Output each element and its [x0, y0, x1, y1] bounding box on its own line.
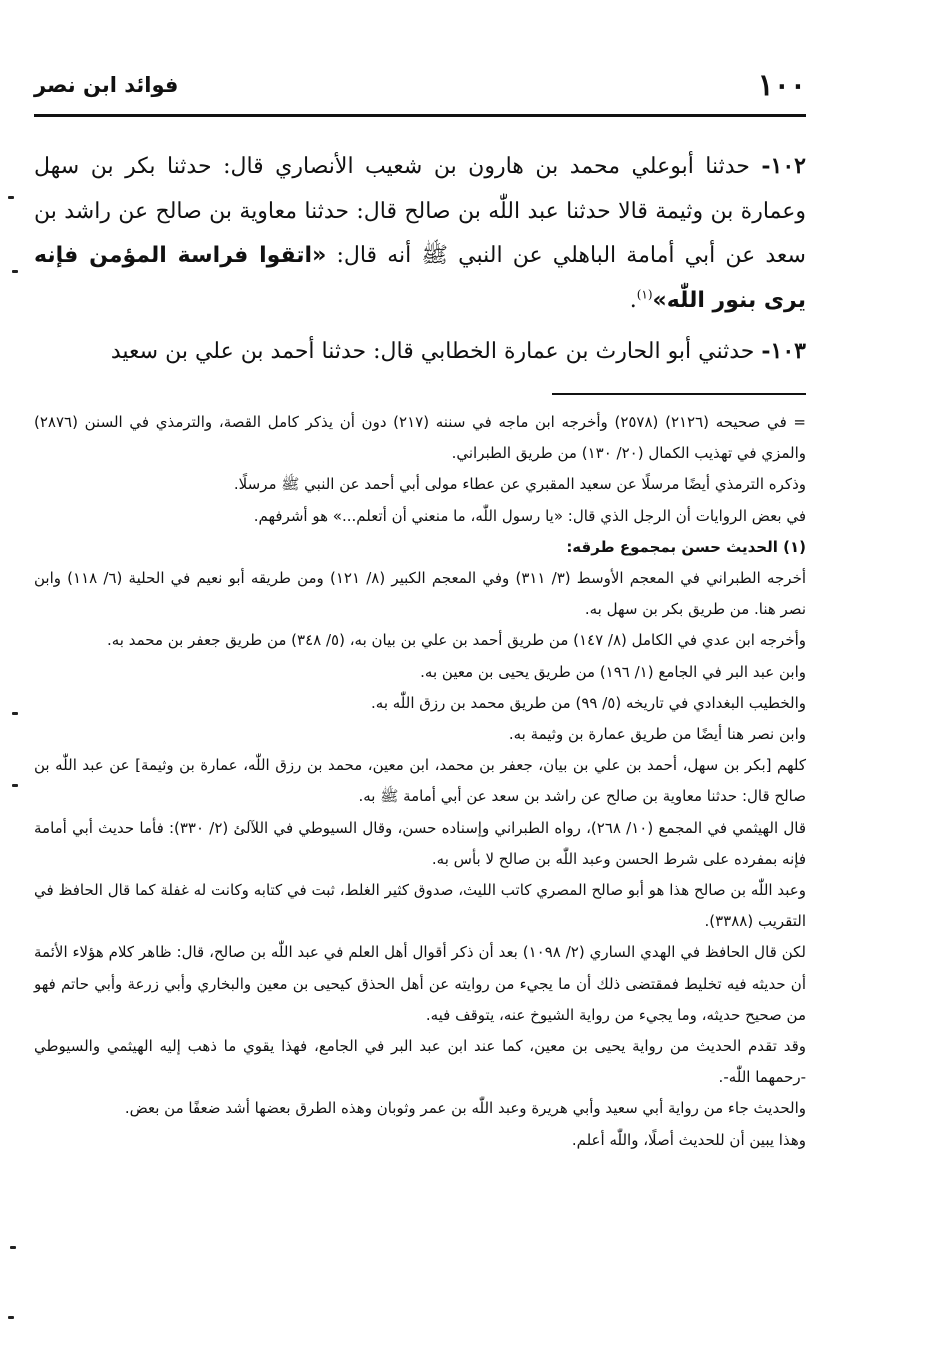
footnote-line: قال الهيثمي في المجمع (١٠/ ٢٦٨)، رواه الطبراني وإسناده حسن، وقال السيوطي في اللآلئ (٢/ ٣٣٠): فأما حديث أبي أمامة فإنه بمفرده على شرط الحسن وعبد اللّٰه بن صالح لا بأس به.: [34, 818, 807, 868]
page-number: ١٠٠: [757, 67, 806, 103]
footnote-line: وعبد اللّٰه بن صالح هذا هو أبو صالح المصري كاتب الليث، صدوق كثير الغلط، ثبت في كتابه وكانت له غفلة كما قال الحافظ في التقريب (٣٣٨٨).: [34, 881, 806, 931]
scan-speck: [8, 1316, 14, 1319]
footnote-heading: (١) الحديث حسن بمجموع طرقه:: [566, 537, 806, 556]
footnote-rule: [552, 393, 806, 395]
footnote-line: = في صحيحه (٢١٢٦) (٢٥٧٨) وأخرجه ابن ماجه في سننه (٢١٧) دون أن يذكر كامل القصة، والترمذي في السنن (٢٨٧٦) والمزي في تهذيب الكمال (٢٠/ ١٣٠) من طريق الطبراني.: [34, 413, 806, 463]
scan-speck: [12, 712, 18, 715]
footnote-line: وأخرجه ابن عدي في الكامل (٨/ ١٤٧) من طريق أحمد بن علي بن بيان به، (٥/ ٣٤٨) من طريق جعفر بن محمد به.: [106, 631, 806, 650]
footnote-line: وابن عبد البر في الجامع (١/ ١٩٦) من طريق يحيى بن معين به.: [420, 662, 806, 681]
footnote-ref[interactable]: (١): [636, 287, 653, 302]
header-rule: [34, 114, 806, 117]
hadith-quote: «اتقوا فراسة المؤمن فإنه يرى بنور اللّٰه»: [34, 243, 806, 313]
running-title: فوائد ابن نصر: [34, 73, 179, 97]
footnote-line: وابن نصر هنا أيضًا من طريق عمارة بن وثيمة به.: [508, 725, 806, 744]
page-header: [34, 62, 806, 108]
footnotes: [34, 407, 806, 1156]
scan-speck: [12, 784, 18, 787]
hadith-number: ١٠٣-: [761, 338, 806, 364]
footnote-line: أخرجه الطبراني في المعجم الأوسط (٣/ ٣١١) وفي المعجم الكبير (٨/ ١٢١) ومن طريقه أبو نعيم في الحلية (٦/ ١١٨) وابن نصر هنا. من طريق بكر بن سهل به.: [34, 569, 807, 619]
footnote-line: وهذا يبين أن للحديث أصلًا، واللّٰه أعلم.: [571, 1130, 806, 1149]
hadith-102: [34, 144, 806, 323]
footnote-line: وذكره الترمذي أيضًا مرسلًا عن سعيد المقبري عن عطاء مولى أبي أحمد عن النبي ﷺ مرسلًا.: [233, 475, 806, 494]
scan-speck: [8, 196, 14, 199]
hadith-chain: حدثنا أبوعلي محمد بن هارون بن شعيب الأنصاري قال: حدثنا بكر بن سهل وعمارة بن وثيمة قالا حدثنا عبد اللّٰه بن صالح قال: حدثنا معاوية بن صالح عن راشد بن سعد عن أبي أمامة الباهلي عن النبي ﷺ أنه قال:: [34, 154, 806, 268]
footnote-line: وقد تقدم الحديث من رواية يحيى بن معين، كما عند ابن عبد البر في الجامع، فهذا يقوي ما ذهب إليه الهيثمي والسيوطي -رحمهما اللّٰه-.: [34, 1037, 806, 1087]
hadith-number: ١٠٢-: [761, 153, 806, 179]
footnote-line: لكن قال الحافظ في الهدي الساري (٢/ ١٠٩٨) بعد أن ذكر أقوال أهل العلم في عبد اللّٰه بن صالح، قال: ظاهر كلام هؤلاء الأئمة أن حديثه فيه تخليط فمقتضى ذلك أن ما يجيء من روايته عن أهل الحذق كيحيى بن معين والبخاري وأبي زرعة وأبي حاتم فهو من صحيح حديثه، وما يجيء من رواية الشيوخ عنه، يتوقف فيه.: [34, 943, 806, 1024]
hadith-chain: حدثني أبو الحارث بن عمارة الخطابي قال: حدثنا أحمد بن علي بن سعيد: [110, 339, 755, 364]
footnote-line: في بعض الروايات أن الرجل الذي قال: «يا رسول اللّٰه، ما منعني أن أتعلم...» هو أشرفهم.: [253, 506, 806, 525]
footnote-line: والحديث جاء من رواية أبي سعيد وأبي هريرة وعبد اللّٰه بن عمر وثوبان وهذه الطرق بعضها أشد ضعفًا من بعض.: [124, 1099, 806, 1118]
hadith-end: .: [629, 287, 637, 313]
hadith-103: [34, 329, 806, 375]
scan-speck: [10, 1246, 16, 1249]
footnote-line: كلهم [بكر بن سهل، أحمد بن علي بن بيان، جعفر بن محمد، ابن معين، محمد بن رزق اللّٰه، عمارة بن وثيمة] عن عبد اللّٰه بن صالح قال: حدثنا معاوية بن صالح عن راشد بن سعد عن أبي أمامة ﷺ به.: [34, 756, 806, 806]
main-text: [34, 144, 806, 375]
footnote-line: والخطيب البغدادي في تاريخه (٥/ ٩٩) من طريق محمد بن رزق اللّٰه به.: [371, 693, 806, 712]
scan-speck: [12, 270, 18, 273]
